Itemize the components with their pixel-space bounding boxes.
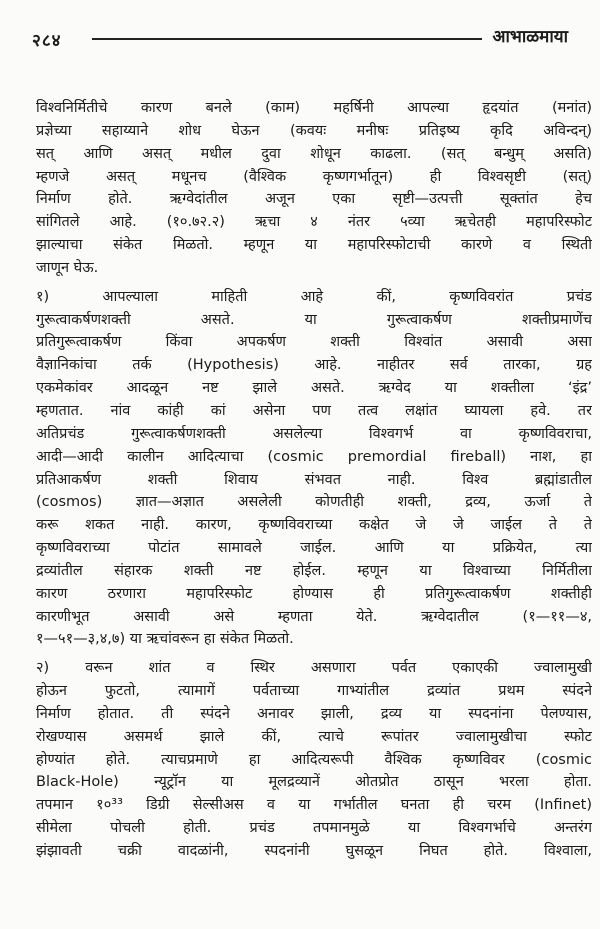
text-line: प्रतिगुरूत्वाकर्षण किंवा अपकर्षण शक्ती विश्वांत असावी असा: [36, 334, 592, 351]
text-line: सांगितले आहे. (१०.७२.२) ऋचा ४ नंतर ५व्या ऋचेतही महापरिस्फोट: [36, 214, 592, 231]
text-line: गुरूत्वाकर्षणशक्ती असते. या गुरूत्वाकर्षण शक्तीप्रमाणेंच: [36, 311, 592, 328]
text-line: १) आपल्याला माहिती आहे कीं, कृष्णविवरांत प्रचंड: [36, 288, 592, 305]
paragraph-point-1: [36, 286, 592, 652]
page-number: २८४: [32, 31, 62, 51]
text-line: २) वरून शांत व स्थिर असणारा पर्वत एकाएकी ज्वालामुखी: [36, 660, 592, 677]
text-line: १—५१—३,४,७) या ऋचांवरून हा संकेत मिळतो.: [36, 631, 294, 648]
text-line: सीमेला पोचली होती. प्रचंड तपमानमुळे या विश्वगर्भाचे अन्तरंग: [36, 820, 592, 837]
paragraph-point-2: [36, 657, 592, 863]
text-line: होण्यांत होते. त्याचप्रमाणे हा आदित्यरूपी वैश्विक कृष्णविवर (cosmic: [36, 751, 592, 768]
text-line: प्रतिआकर्षण शक्ती शिवाय संभवत नाही. विश्व ब्रह्मांडातील: [36, 471, 592, 488]
text-line: अतिप्रचंड गुरूत्वाकर्षणशक्ती असलेल्या विश्वगर्भ वा कृष्णविवराचा,: [36, 425, 592, 442]
text-line: विश्वनिर्मितीचे कारण बनले (काम) महर्षिनी आपल्या हृदयांत (मनांत): [36, 100, 592, 116]
text-line: होऊन फुटतो, त्यामागें पर्वताच्या गाभ्यांतील द्रव्यांत प्रथम स्पंदने: [36, 683, 592, 700]
text-line: कारण ठरणारा महापरिस्फोट होण्यास ही प्रतिगुरूत्वाकर्षण शक्तीही: [36, 585, 592, 602]
text-line: जाणून घेऊ.: [36, 259, 99, 276]
header-rule: [92, 38, 482, 40]
text-line: रोखण्यास असमर्थ झाले कीं, त्याचे रूपांतर ज्वालामुखीचा स्फोट: [36, 728, 592, 745]
text-line: एकमेकांवर आदळून नष्ट झाले असते. ऋग्वेद या शक्तीला ‘इंद्र’: [36, 380, 592, 397]
text-line: आदी—आदी कालीन आदित्याचा (cosmic premordial fireball) नाश, हा: [36, 448, 592, 465]
text-line: कारणीभूत असावी असे म्हणता येते. ऋग्वेदातील (१—११—४,: [36, 608, 592, 625]
text-line: निर्माण होते. ऋग्वेदांतील अजून एका सृष्टी—उत्पत्ती सूक्तांत हेच: [36, 191, 592, 208]
text-line: सत् आणि असत् मधील दुवा शोधून काढला. (सत् बन्धुम् असति): [36, 145, 592, 162]
text-line: प्रज्ञेच्या सहाय्याने शोध घेऊन (कवयः मनीषः प्रतिइष्य कृदि अविन्दन्): [36, 122, 592, 139]
running-title: आभाळमाया: [492, 27, 568, 47]
text-line: (cosmos) ज्ञात—अज्ञात असलेली कोणतीही शक्ती, द्रव्य, ऊर्जा ते: [36, 494, 592, 511]
text-line: वैज्ञानिकांचा तर्क (Hypothesis) आहे. नाहीतर सर्व तारका, ग्रह: [36, 357, 592, 374]
text-line: कृष्णविवराच्या पोटांत सामावले जाईल. आणि या प्रक्रियेत, त्या: [36, 540, 592, 557]
text-line: Black-Hole) न्यूट्रॉन या मूलद्रव्यानें ओतप्रोत ठासून भरला होता.: [36, 774, 592, 791]
text-line: म्हणजे असत् मधूनच (वैश्विक कृष्णगर्भातून) ही विश्वसृष्टी (सत्): [36, 168, 592, 185]
page-body: [36, 97, 592, 863]
text-line: करू शकत नाही. कारण, कृष्णविवराच्या कक्षेत जे जे जाईल ते ते: [36, 517, 592, 534]
paragraph-intro: [36, 97, 592, 280]
text-line: झाल्याचा संकेत मिळतो. म्हणून या महापरिस्फोटाची कारणे व स्थिती: [36, 237, 592, 254]
text-line: झंझावती चक्री वादळांनी, स्पदनांनी घुसळून निघत होते. विश्वाला,: [36, 843, 592, 859]
text-line: तपमान १०³³ डिग्री सेल्सीअस व या गर्भातील घनता ही चरम (Infinet): [36, 797, 592, 814]
text-line: म्हणतात. नांव कांही कां असेना पण तत्व लक्षांत घ्यायला हवे. तर: [36, 402, 592, 419]
text-line: निर्माण होतात. ती स्पंदने अनावर झाली, द्रव्य या स्पदनांना पेलण्यास,: [36, 705, 592, 722]
text-line: द्रव्यांतील संहारक शक्ती नष्ट होईल. म्हणून या विश्वाच्या निर्मितीला: [36, 562, 592, 579]
page-header: [0, 0, 600, 51]
